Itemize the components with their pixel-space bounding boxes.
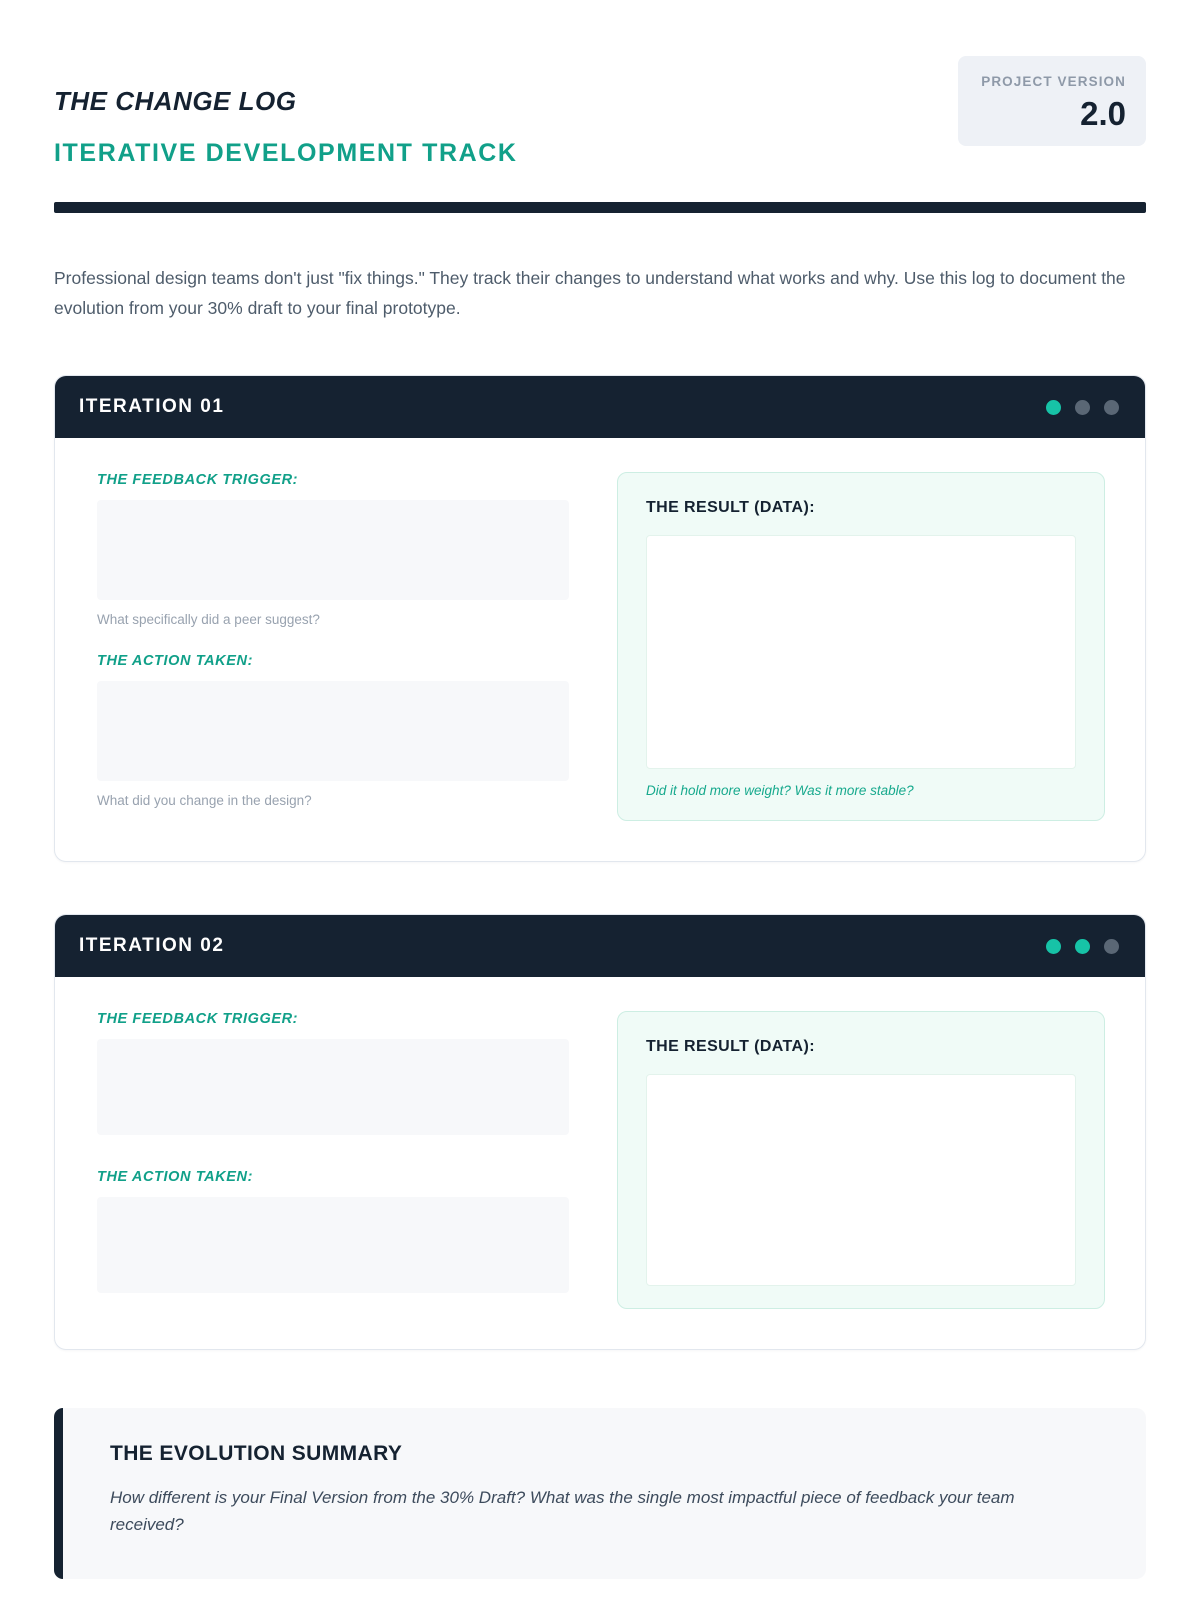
spacer (97, 1135, 569, 1169)
feedback-trigger-input-01[interactable] (97, 500, 569, 600)
iteration-card-01 (54, 375, 1146, 862)
spacer (97, 627, 569, 653)
iteration-02-progress-dots (1046, 939, 1119, 954)
evolution-summary-panel (54, 1408, 1146, 1578)
feedback-trigger-label: THE FEEDBACK TRIGGER: (97, 472, 299, 489)
result-data-input-01[interactable] (646, 535, 1076, 769)
progress-dot-1-icon (1046, 939, 1061, 954)
result-data-hint: Did it hold more weight? Was it more stable? (646, 783, 914, 799)
iteration-02-title: ITERATION 02 (79, 935, 225, 957)
action-taken-label: THE ACTION TAKEN: (97, 653, 253, 670)
feedback-trigger-input-02[interactable] (97, 1039, 569, 1135)
iteration-01-left-column (97, 472, 569, 821)
result-data-label: THE RESULT (DATA): (646, 499, 815, 517)
iteration-02-header (55, 915, 1145, 977)
page-title: THE CHANGE LOG (54, 86, 297, 116)
action-taken-input-02[interactable] (97, 1197, 569, 1293)
progress-dot-2-icon (1075, 400, 1090, 415)
intro-paragraph: Professional design teams don't just "fix things." They track their changes to understand what works and why. Use this log to document the evolution from your 30% draft to your final prototype. (54, 268, 1126, 319)
version-label: PROJECT VERSION (981, 74, 1126, 89)
iteration-01-header (55, 376, 1145, 438)
page-header (54, 56, 1146, 168)
iteration-02-result-panel (617, 1011, 1105, 1309)
version-badge (958, 56, 1146, 146)
action-taken-hint: What did you change in the design? (97, 793, 312, 809)
iteration-01-body (55, 438, 1145, 861)
feedback-trigger-label: THE FEEDBACK TRIGGER: (97, 1011, 299, 1028)
page-subtitle: ITERATIVE DEVELOPMENT TRACK (54, 139, 518, 167)
progress-dot-3-icon (1104, 939, 1119, 954)
iteration-01-title: ITERATION 01 (79, 396, 225, 418)
evolution-summary-prompt: How different is your Final Version from the 30% Draft? What was the single most impactful piece of feedback your team received? (110, 1488, 1015, 1535)
iteration-card-02 (54, 914, 1146, 1350)
result-data-input-02[interactable] (646, 1074, 1076, 1286)
progress-dot-3-icon (1104, 400, 1119, 415)
result-data-label: THE RESULT (DATA): (646, 1038, 815, 1056)
action-taken-label: THE ACTION TAKEN: (97, 1169, 253, 1186)
progress-dot-1-icon (1046, 400, 1061, 415)
iteration-02-left-column (97, 1011, 569, 1309)
evolution-summary-title: THE EVOLUTION SUMMARY (110, 1442, 403, 1466)
progress-dot-2-icon (1075, 939, 1090, 954)
iteration-01-result-panel (617, 472, 1105, 821)
header-divider (54, 202, 1146, 213)
iteration-02-body (55, 977, 1145, 1349)
iteration-01-progress-dots (1046, 400, 1119, 415)
title-block (54, 56, 518, 168)
action-taken-input-01[interactable] (97, 681, 569, 781)
version-number: 2.0 (1080, 95, 1126, 132)
feedback-trigger-hint: What specifically did a peer suggest? (97, 612, 320, 628)
